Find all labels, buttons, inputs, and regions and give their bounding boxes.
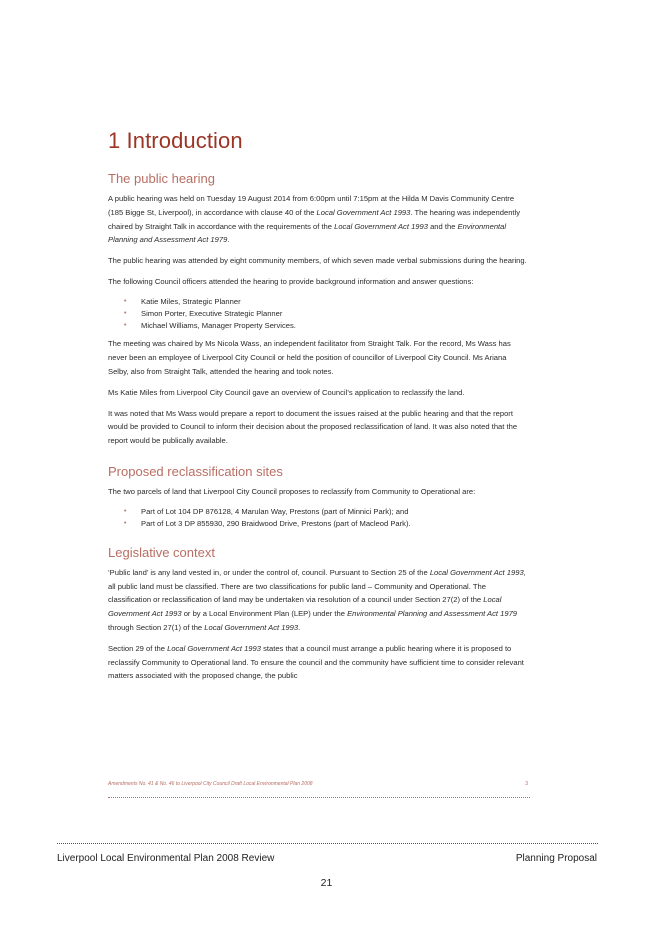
bullet-icon: •	[124, 322, 127, 330]
report-page	[108, 128, 528, 690]
list-item: • Part of Lot 104 DP 876128, 4 Marulan Way, Prestons (part of Minnici Park); and	[124, 506, 528, 519]
site-list	[108, 506, 528, 531]
bullet-icon: •	[124, 507, 127, 515]
report-footer-title: Amendments No. 41 & No. 46 to Liverpool City Council Draft Local Environmental Plan 2008	[108, 781, 313, 787]
section-heading-public-hearing: The public hearing	[108, 171, 215, 186]
list-item: • Michael Williams, Manager Property Services.	[124, 320, 528, 332]
paragraph: The public hearing was attended by eight community members, of which seven made verbal submissions during the hearing.	[108, 256, 527, 266]
paragraph: Ms Katie Miles from Liverpool City Council gave an overview of Council’s application to reclassify the land.	[108, 387, 465, 397]
list-item: • Part of Lot 3 DP 855930, 290 Braidwood Drive, Prestons (part of Macleod Park).	[124, 518, 528, 531]
chapter-title: 1 Introduction	[108, 128, 243, 153]
footer-document-type: Planning Proposal	[515, 853, 597, 864]
page-number: 21	[320, 877, 333, 889]
paragraph: Section 29 of the Local Government Act 1993 states that a council must arrange a public hearing where it is proposed to reclassify Community to Operational land. To ensure the council and the community have sufficient time to consider relevant matters associated with the proposed change, the public	[108, 643, 524, 681]
paragraph: The following Council officers attended the hearing to provide background information and answer questions:	[108, 276, 474, 286]
report-footer	[108, 779, 530, 798]
list-item: • Simon Porter, Executive Strategic Planner	[124, 308, 528, 320]
section-heading-reclassification-sites: Proposed reclassification sites	[108, 463, 283, 479]
report-page-number: 3	[525, 781, 528, 787]
footer-divider	[57, 843, 598, 844]
bullet-icon: •	[124, 309, 127, 317]
section-heading-legislative-context: Legislative context	[108, 544, 215, 560]
bullet-icon: •	[124, 520, 127, 528]
paragraph: The two parcels of land that Liverpool City Council proposes to reclassify from Community to Operational are:	[108, 486, 476, 496]
paragraph: ‘Public land’ is any land vested in, or under the control of, council. Pursuant to Section 25 of the Local Government Act 1993, all public land must be classified. There are two classifications for public land – Community and Operational. The classification or reclassification of land may be undertaken via resolution of a council under Section 27(2) of the Local Government Act 1993 or by a Local Environment Plan (LEP) under the Environmental Planning and Assessment Act 1979 through Section 27(1) of the Local Government Act 1993.	[108, 567, 526, 632]
bullet-icon: •	[124, 297, 127, 305]
paragraph: A public hearing was held on Tuesday 19 August 2014 from 6:00pm until 7:15pm at the Hilda M Davis Community Centre (185 Bigge St, Liverpool), in accordance with clause 40 of the Local Government Act 1993. The hearing was independently chaired by Straight Talk in accordance with the requirements of the Local Government Act 1993 and the Environmental Planning and Assessment Act 1979.	[108, 194, 521, 245]
footer-document-title: Liverpool Local Environmental Plan 2008 Review	[57, 853, 275, 864]
paragraph: The meeting was chaired by Ms Nicola Wass, an independent facilitator from Straight Talk. For the record, Ms Wass has never been an employee of Liverpool City Council or held the position of councillor of Liverpool City Council. Ms Ariana Selby, also from Straight Talk, attended the hearing and took notes.	[108, 339, 511, 376]
paragraph: It was noted that Ms Wass would prepare a report to document the issues raised at the public hearing and that the report would be provided to Council to inform their decision about the proposed reclassification of land. It was also noted that the report would be publically available.	[108, 408, 518, 446]
officer-list	[108, 296, 528, 333]
list-item: • Katie Miles, Strategic Planner	[124, 296, 528, 308]
